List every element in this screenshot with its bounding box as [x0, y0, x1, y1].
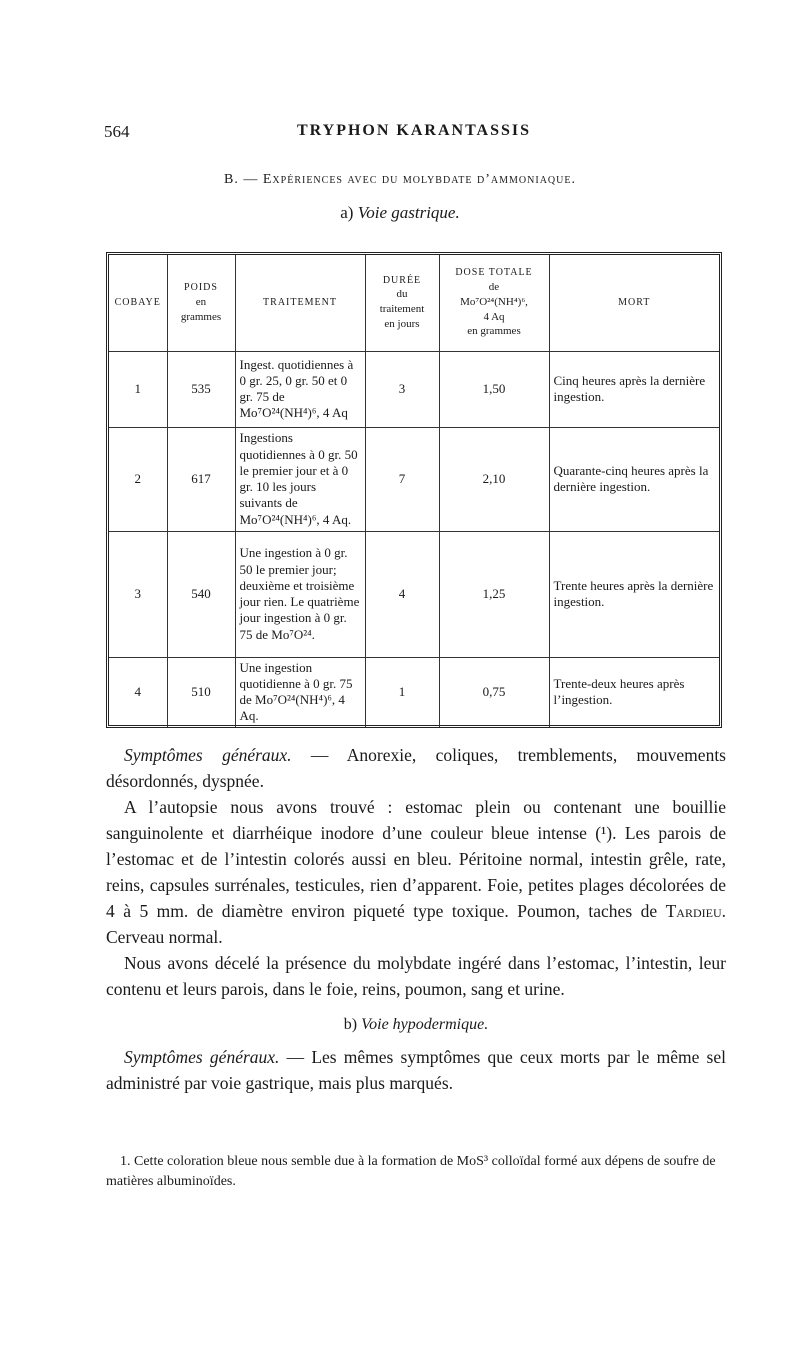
- running-title: TRYPHON KARANTASSIS: [296, 122, 532, 139]
- author-name: Tardieu: [665, 901, 722, 921]
- subsection-b-text: Voie hypodermique.: [361, 1016, 489, 1033]
- paragraph-symptoms-b: [106, 1044, 726, 1096]
- header-duree: DURÉE du traitement en jours: [365, 255, 439, 351]
- cell-poids: 540: [167, 531, 235, 657]
- subsection-a-label: a): [340, 203, 354, 222]
- cell-dose: 1,50: [439, 351, 549, 427]
- subsection-a-title: [0, 203, 800, 223]
- cell-dose: 0,75: [439, 657, 549, 727]
- cell-dose: 1,25: [439, 531, 549, 657]
- cell-poids: 617: [167, 427, 235, 531]
- header-dose: DOSE TOTALE de Mo⁷O²⁴(NH⁴)⁶, 4 Aq en grammes: [439, 255, 549, 351]
- subsection-b-title: [106, 1012, 726, 1038]
- footnote-text: 1. Cette coloration bleue nous semble due à la formation de MoS³ colloïdal formé aux dépens de soufre de matières albuminoïdes.: [106, 1154, 716, 1189]
- cell-duree: 1: [365, 657, 439, 727]
- cell-mort: Cinq heures après la dernière ingestion.: [549, 351, 719, 427]
- cell-traitement: Une ingestion à 0 gr. 50 le premier jour; deuxième et troisième jour rien. Le quatrième jour ingestion à 0 gr. 75 de Mo⁷O²⁴.: [235, 531, 365, 657]
- symptoms-lead: Symptômes généraux.: [124, 745, 292, 765]
- cell-poids: 510: [167, 657, 235, 727]
- subsection-a-text: Voie gastrique.: [357, 203, 460, 222]
- cell-mort: Trente heures après la dernière ingestion.: [549, 531, 719, 657]
- table-row: [109, 351, 719, 427]
- body-text: [106, 742, 726, 1096]
- header-mort: MORT: [549, 255, 719, 351]
- table-row: [109, 657, 719, 727]
- table-row: [109, 427, 719, 531]
- footnote: [106, 1152, 726, 1192]
- section-title-text: Expériences avec du molybdate d’ammoniaque.: [262, 172, 576, 187]
- page-number: 564: [104, 122, 130, 141]
- symptoms-b-text: — Les mêmes symptômes que ceux morts par le même sel administré par voie gastrique, mais plus marqués.: [106, 1047, 726, 1093]
- section-title: [0, 172, 800, 188]
- cell-mort: Trente-deux heures après l’ingestion.: [549, 657, 719, 727]
- symptoms-b-lead: Symptômes généraux.: [124, 1047, 280, 1067]
- header-traitement: TRAITEMENT: [235, 255, 365, 351]
- cell-traitement: Une ingestion quotidienne à 0 gr. 75 de Mo⁷O²⁴(NH⁴)⁶, 4 Aq.: [235, 657, 365, 727]
- cell-duree: 7: [365, 427, 439, 531]
- cell-traitement: Ingest. quotidiennes à 0 gr. 25, 0 gr. 50 et 0 gr. 75 de Mo⁷O²⁴(NH⁴)⁶, 4 Aq: [235, 351, 365, 427]
- section-letter: B. —: [224, 172, 259, 187]
- cell-poids: 535: [167, 351, 235, 427]
- cell-mort: Quarante-cinq heures après la dernière ingestion.: [549, 427, 719, 531]
- cell-cobaye: 3: [134, 585, 141, 601]
- experiment-table: [106, 252, 722, 728]
- cell-cobaye: 1: [134, 380, 141, 396]
- paragraph-symptoms-a: [106, 742, 726, 794]
- paragraph-detection: Nous avons décelé la présence du molybdate ingéré dans l’estomac, l’intestin, leur contenu et leurs parois, dans le foie, reins, poumon, sang et urine.: [106, 953, 726, 999]
- cell-duree: 4: [365, 531, 439, 657]
- cell-cobaye: 2: [134, 470, 141, 486]
- subsection-b-label: b): [343, 1016, 358, 1033]
- header-cobaye: COBAYE: [109, 255, 167, 351]
- page-header: [104, 122, 724, 146]
- symptoms-text: — Anorexie, coliques, tremblements, mouvements désordonnés, dyspnée.: [106, 745, 726, 791]
- cell-cobaye: 4: [134, 683, 141, 699]
- paragraph-autopsy: A l’autopsie nous avons trouvé : estomac plein ou contenant une bouillie sanguinolente et diarrhéique inodore d’une couleur bleue intense (¹). Les parois de l’estomac et de l’intestin colorés aussi en bleu. Péritoine normal, intestin grêle, rate, reins, capsules surrénales, testicules, rien d’apparent. Foie, petites plages décolorées de 4 à 5 mm. de diamètre environ piqueté type toxique. Poumon, taches de Tardieu. Cerveau normal.: [106, 797, 726, 947]
- cell-traitement: Ingestions quotidiennes à 0 gr. 50 le premier jour et à 0 gr. 10 les jours suivants de Mo⁷O²⁴(NH⁴)⁶, 4 Aq.: [235, 427, 365, 531]
- table-row: [109, 531, 719, 657]
- header-poids: POIDS en grammes: [167, 255, 235, 351]
- cell-duree: 3: [365, 351, 439, 427]
- cell-dose: 2,10: [439, 427, 549, 531]
